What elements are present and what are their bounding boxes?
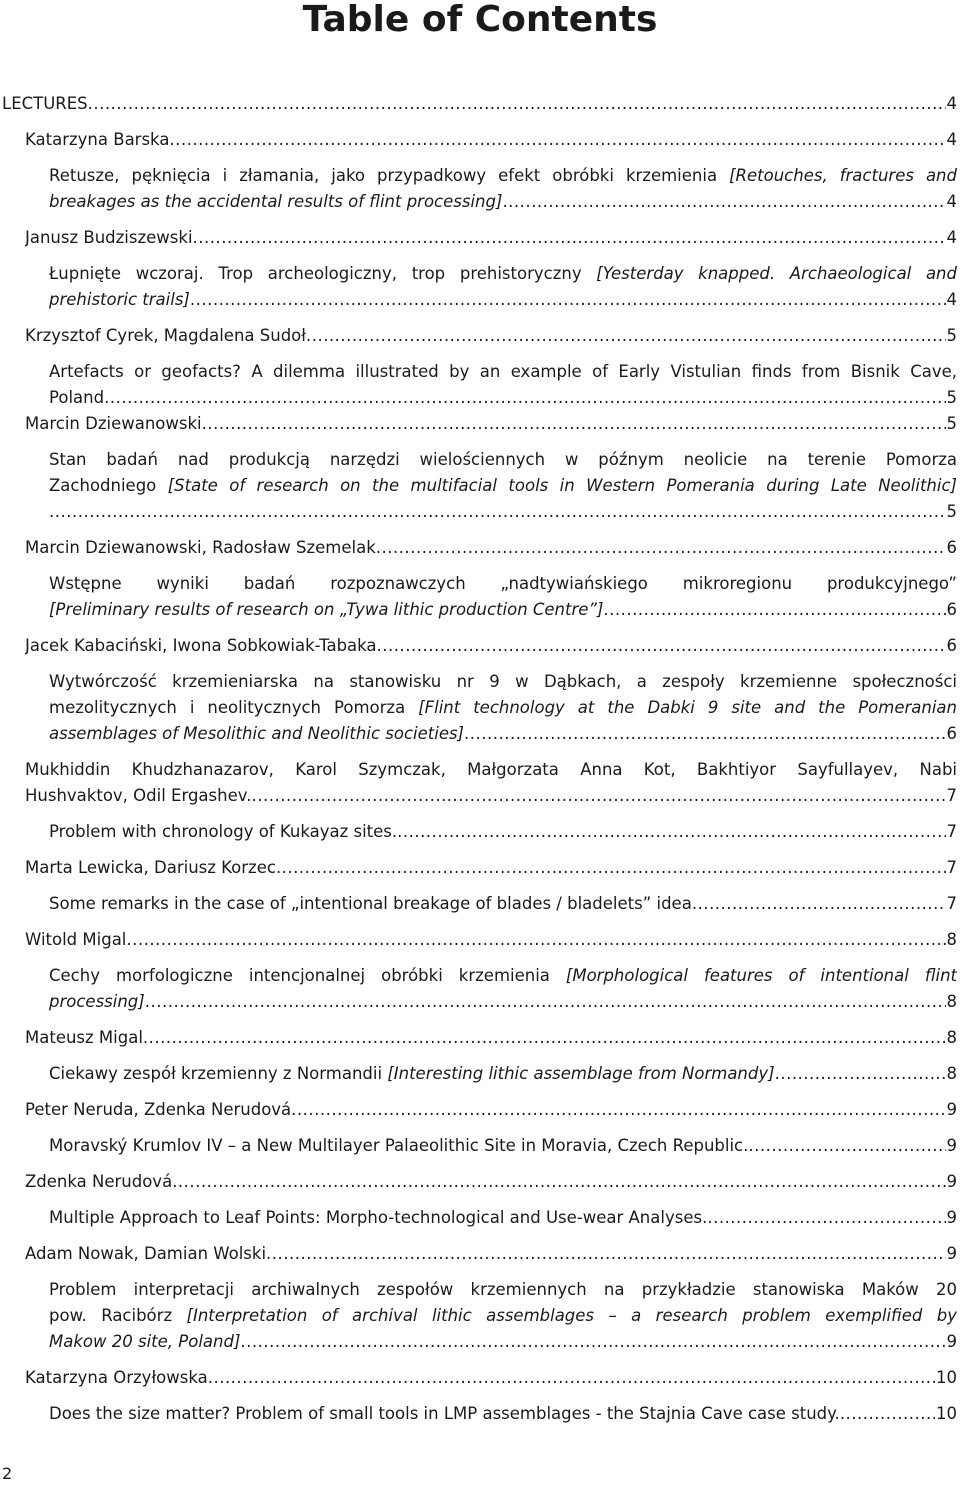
toc-entry-title[interactable] xyxy=(49,1061,960,1087)
page-ref: 9 xyxy=(946,1208,957,1227)
toc-entry-label-line-1: Łupnięte wczoraj. Trop archeologiczny, trop prehistoryczny [Yesterday knapped. Archaeological and xyxy=(49,264,957,283)
page-ref: 4 xyxy=(946,130,957,149)
toc-entry-author[interactable] xyxy=(25,1097,960,1123)
page-ref: 9 xyxy=(946,1172,957,1191)
dot-leader xyxy=(306,323,946,349)
toc-entry-label-line-2: Poland xyxy=(49,388,105,407)
dot-leader xyxy=(104,385,945,411)
dot-leader xyxy=(291,1097,945,1123)
toc-entry-author[interactable] xyxy=(25,1169,960,1195)
toc-entry-title[interactable] xyxy=(49,261,960,313)
toc-entry-title[interactable] xyxy=(49,1401,960,1427)
dot-leader xyxy=(502,189,945,215)
toc-entry-author[interactable] xyxy=(25,927,960,953)
toc-entry-title[interactable] xyxy=(49,819,960,845)
toc-entry-label-line-2: processing] xyxy=(49,992,145,1011)
toc-entry-label: Multiple Approach to Leaf Points: Morpho-technological and Use-wear Analyses. xyxy=(49,1208,708,1227)
toc-entry-title[interactable] xyxy=(49,1205,960,1231)
toc-entry-label-line-1: Mukhiddin Khudzhanazarov, Karol Szymczak, Małgorzata Anna Kot, Bakhtiyor Sayfullayev, Nabi xyxy=(25,760,957,779)
toc-entry-title[interactable] xyxy=(49,1277,960,1355)
toc-entry-author[interactable] xyxy=(25,225,960,251)
page-ref: 4 xyxy=(946,94,957,113)
toc-entry-author[interactable] xyxy=(25,411,960,437)
page-ref: 8 xyxy=(946,930,957,949)
toc-entry-label: Adam Nowak, Damian Wolski xyxy=(25,1244,267,1263)
toc-entry-lectures[interactable] xyxy=(2,91,960,117)
page-title: Table of Contents xyxy=(302,0,658,40)
toc-entry-title[interactable] xyxy=(49,1133,960,1159)
dot-leader xyxy=(251,783,945,809)
dot-leader xyxy=(748,1133,945,1159)
dot-leader xyxy=(172,1169,945,1195)
toc-entry-label: Some remarks in the case of „intentional breakage of blades / bladelets” idea xyxy=(49,894,692,913)
toc-entry-label: Marta Lewicka, Dariusz Korzec xyxy=(25,858,276,877)
dot-leader xyxy=(840,1401,935,1427)
page-ref: 4 xyxy=(946,192,957,211)
toc-entry-label-line-1: Problem interpretacji archiwalnych zespołów krzemiennych na przykładzie stanowiska Maków 20 xyxy=(49,1280,957,1299)
page-ref: 8 xyxy=(946,1064,957,1083)
dot-leader xyxy=(775,1061,946,1087)
toc-entry-label: Janusz Budziszewski xyxy=(25,228,193,247)
toc-entry-label-line-1: Retusze, pęknięcia i złamania, jako przypadkowy efekt obróbki krzemienia [Retouches, fractures and xyxy=(49,166,957,185)
dot-leader xyxy=(692,891,946,917)
page-ref: 9 xyxy=(946,1244,957,1263)
toc-entry-author[interactable] xyxy=(25,1241,960,1267)
dot-leader xyxy=(240,1329,945,1355)
page-ref: 7 xyxy=(946,894,957,913)
toc-entry-label-line-2: [Preliminary results of research on „Tywa lithic production Centre”] xyxy=(49,600,604,619)
dot-leader xyxy=(603,597,945,623)
dot-leader xyxy=(169,127,945,153)
page-ref: 9 xyxy=(946,1100,957,1119)
toc-entry-title[interactable] xyxy=(49,571,960,623)
page-ref: 6 xyxy=(946,600,957,619)
page-ref: 6 xyxy=(946,636,957,655)
toc-entry-label: Krzysztof Cyrek, Magdalena Sudoł xyxy=(25,326,306,345)
page-ref: 7 xyxy=(946,822,957,841)
dot-leader xyxy=(126,927,945,953)
page-ref: 5 xyxy=(946,388,957,407)
toc-entry-label: Moravský Krumlov IV – a New Multilayer Palaeolithic Site in Moravia, Czech Republic. xyxy=(49,1136,749,1155)
page-ref: 7 xyxy=(946,786,957,805)
toc-entry-label-line-2: pow. Racibórz [Interpretation of archival lithic assemblages – a research problem exemplified by xyxy=(49,1306,957,1325)
toc-entry-title[interactable] xyxy=(49,359,960,411)
toc-entry-label: Zdenka Nerudová xyxy=(25,1172,173,1191)
dot-leader xyxy=(88,91,946,117)
toc-entry-author[interactable] xyxy=(25,323,960,349)
page-ref: 4 xyxy=(946,228,957,247)
toc-entry-label-line-2: mezolitycznych i neolitycznych Pomorza [Flint technology at the Dabki 9 site and the Pomeranian xyxy=(49,698,957,717)
page-ref: 9 xyxy=(946,1332,957,1351)
dot-leader xyxy=(193,225,946,251)
toc-entry-title[interactable] xyxy=(49,669,960,747)
table-of-contents xyxy=(0,91,960,1427)
toc-entry-label: Katarzyna Barska xyxy=(25,130,170,149)
toc-entry-label-line-1: Wstępne wyniki badań rozpoznawczych „nadtywiańskiego mikroregionu produkcyjnego” xyxy=(49,574,957,593)
page-ref: 5 xyxy=(946,502,957,521)
toc-entry-label: Katarzyna Orzyłowska xyxy=(25,1368,208,1387)
toc-entry-author[interactable] xyxy=(25,535,960,561)
toc-entry-label: Jacek Kabaciński, Iwona Sobkowiak-Tabaka xyxy=(25,636,377,655)
page-number: 2 xyxy=(2,1464,13,1483)
toc-entry-author[interactable] xyxy=(25,1025,960,1051)
toc-entry-author[interactable] xyxy=(25,855,960,881)
toc-entry-label: Marcin Dziewanowski, Radosław Szemelak xyxy=(25,538,376,557)
page-ref: 7 xyxy=(946,858,957,877)
page-ref: 10 xyxy=(936,1368,957,1387)
dot-leader xyxy=(49,499,946,525)
toc-entry-title[interactable] xyxy=(49,447,960,525)
page-ref: 9 xyxy=(946,1136,957,1155)
toc-entry-label-line-3: Makow 20 site, Poland] xyxy=(49,1332,241,1351)
toc-entry-author[interactable] xyxy=(25,1365,960,1391)
dot-leader xyxy=(202,411,946,437)
toc-entry-label-line-1: Artefacts or geofacts? A dilemma illustrated by an example of Early Vistulian finds from Bisnik Cave, xyxy=(49,362,957,381)
dot-leader xyxy=(376,535,946,561)
page-ref: 8 xyxy=(946,1028,957,1047)
dot-leader xyxy=(145,989,946,1015)
page-ref: 5 xyxy=(946,414,957,433)
toc-entry-label-line-1: Cechy morfologiczne intencjonalnej obróbki krzemienia [Morphological features of intentional flint xyxy=(49,966,957,985)
toc-entry-title[interactable] xyxy=(49,963,960,1015)
toc-entry-label-line-3: assemblages of Mesolithic and Neolithic societies] xyxy=(49,724,464,743)
toc-entry-label-line-2: prehistoric trails] xyxy=(49,290,190,309)
toc-entry-label: Peter Neruda, Zdenka Nerudová xyxy=(25,1100,292,1119)
toc-entry-author[interactable] xyxy=(25,757,960,809)
toc-entry-label: Does the size matter? Problem of small tools in LMP assemblages - the Stajnia Cave case study. xyxy=(49,1404,840,1423)
toc-entry-label-line-2: Zachodniego [State of research on the multifacial tools in Western Pomerania during Late Neolithic] xyxy=(49,476,957,495)
toc-entry-label-line-1: Stan badań nad produkcją narzędzi wielościennych w późnym neolicie na terenie Pomorza xyxy=(49,450,957,469)
page-ref: 5 xyxy=(946,326,957,345)
toc-entry-title[interactable] xyxy=(49,163,960,215)
toc-entry-label: Problem with chronology of Kukayaz sites. xyxy=(49,822,398,841)
dot-leader xyxy=(464,721,946,747)
dot-leader xyxy=(397,819,945,845)
dot-leader xyxy=(276,855,946,881)
page-ref: 10 xyxy=(936,1404,957,1423)
toc-entry-title[interactable] xyxy=(49,891,960,917)
toc-entry-label: Ciekawy zespół krzemienny z Normandii [Interesting lithic assemblage from Normandy] xyxy=(49,1064,775,1083)
toc-entry-label: Marcin Dziewanowski xyxy=(25,414,202,433)
toc-entry-author[interactable] xyxy=(25,633,960,659)
page-ref: 6 xyxy=(946,724,957,743)
toc-entry-label: Witold Migal xyxy=(25,930,127,949)
page-ref: 8 xyxy=(946,992,957,1011)
page-ref: 4 xyxy=(946,290,957,309)
dot-leader xyxy=(266,1241,945,1267)
dot-leader xyxy=(707,1205,945,1231)
toc-entry-label-line-2: Hushvaktov, Odil Ergashev. xyxy=(25,786,252,805)
toc-entry-author[interactable] xyxy=(25,127,960,153)
dot-leader xyxy=(377,633,946,659)
page-ref: 6 xyxy=(946,538,957,557)
dot-leader xyxy=(190,287,946,313)
toc-entry-label-line-2: breakages as the accidental results of flint processing] xyxy=(49,192,503,211)
toc-entry-label: Mateusz Migal xyxy=(25,1028,143,1047)
toc-entry-label: LECTURES xyxy=(2,94,88,113)
dot-leader xyxy=(143,1025,946,1051)
dot-leader xyxy=(208,1365,935,1391)
toc-entry-label-line-1: Wytwórczość krzemieniarska na stanowisku nr 9 w Dąbkach, a zespoły krzemienne społeczności xyxy=(49,672,957,691)
